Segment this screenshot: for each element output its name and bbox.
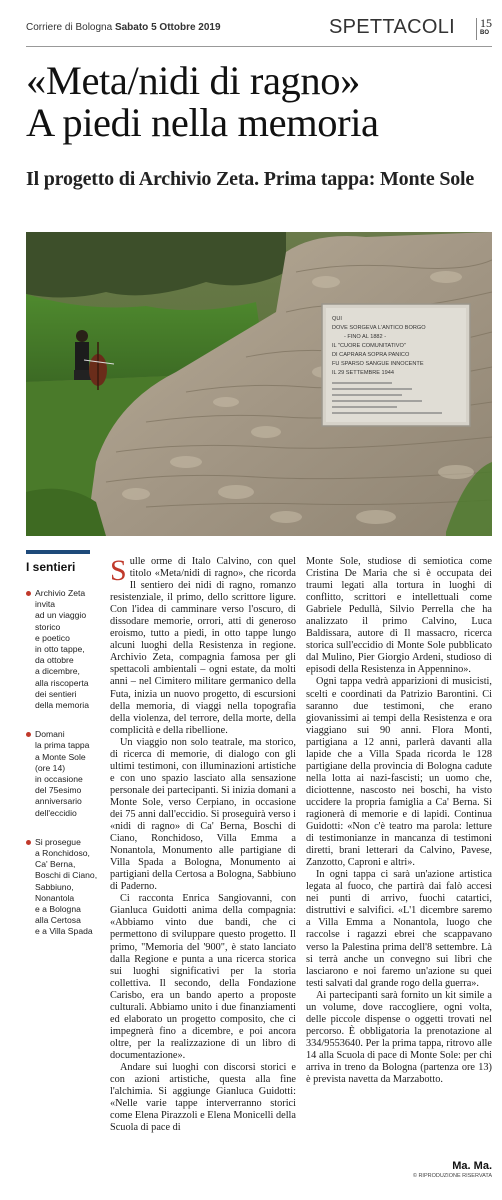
- sidebar-line: Nonantola: [35, 892, 75, 903]
- header-separator: [476, 18, 477, 40]
- article-paragraph: Andare sui luoghi con discorsi storici e con azioni artistiche, questa alla fine l'alchimia. Si aggiunge Gianluca Guidotti: «Nelle varie tappe interverranno storici come Elena Pirazzoli e Elena Monicelli della Scuola di pace di: [110, 1061, 296, 1134]
- sidebar-list: [26, 588, 98, 956]
- photo-illustration: [26, 232, 492, 536]
- sidebar-line: Boschi di Ciano,: [35, 870, 98, 881]
- sidebar-title: I sentieri: [26, 560, 76, 574]
- sidebar-line: alla riscoperta: [35, 677, 89, 688]
- plaque-line: IL 29 SETTEMBRE 1944: [332, 370, 394, 376]
- sidebar-line: alla Certosa: [35, 915, 81, 926]
- article-paragraph: Un viaggio non solo teatrale, ma storico, di ricerca di memorie, di dialogo con gli ultimi testimoni, con illuminazioni artistiche e con uno spazio lasciato alla sensazione personale dei partecipanti. Si inizia domani a Monte Sole, verso Cerpiano, in occasione dei 75 anni dall'eccidio. Si proseguirà verso i «nidi di ragno» di Ca' Berna, Boschi di Ciano, Ronchidoso, Villa Emma a Nonantola, Monumento alle partigiane di Villa Spada a Bologna, Monumento ai partigiani della Certosa a Bologna, Sabbiuno di Paderno.: [110, 736, 296, 893]
- headline-line-2: A piedi nella memoria: [26, 100, 379, 145]
- issue-date: Sabato 5 Ottobre 2019: [114, 22, 221, 33]
- section-label: SPETTACOLI: [329, 16, 455, 38]
- sidebar-line: ad un viaggio: [35, 610, 87, 621]
- sidebar-line: del 75esimo: [35, 785, 82, 796]
- article-column-2: [306, 556, 492, 1086]
- sidebar-line: dei sentieri: [35, 688, 77, 699]
- article-paragraph: In ogni tappa ci sarà un'azione artistica legata al fuoco, che partirà dai falò accesi nei punti di arrivo, fuochi catartici, distruttivi e salvifici. «L'1 dicembre saremo a Villa Emma a Nonantola, luogo che raccolse i ragazzi ebrei che scappavano verso la Palestina prima dell'8 settembre. Là si terrà anche un convegno sui libri che lasciarono e noi faremo un'azione su quei testi salvati dal grande rogo della guerra».: [306, 869, 492, 989]
- article-photo: [26, 232, 492, 536]
- headline-line-1: «Meta/nidi di ragno»: [26, 58, 360, 103]
- sidebar-line: dell'eccidio: [35, 807, 77, 818]
- sidebar-line: e a Villa Spada: [35, 926, 93, 937]
- copyright-notice: © RIPRODUZIONE RISERVATA: [412, 1173, 492, 1179]
- sidebar-line: a Ronchidoso,: [35, 848, 90, 859]
- sidebar-line: storico: [35, 621, 61, 632]
- sidebar-line: e poetico: [35, 632, 70, 643]
- plaque-line: - FINO AL 1882 -: [344, 334, 387, 340]
- sidebar-line: in occasione: [35, 774, 83, 785]
- sidebar-line: Sabbiuno,: [35, 881, 74, 892]
- plaque-line: IL "CUORE COMUNITATIVO": [332, 343, 406, 349]
- drop-cap: S: [110, 554, 127, 587]
- headline: [26, 60, 492, 144]
- sidebar-line: e a Bologna: [35, 904, 81, 915]
- paragraph-text: ulle orme di Italo Calvino, con quel titolo «Meta/nidi di ragno», che ricorda Il sentiero dei nidi di ragno, romanzo resistenziale, il primo, dello scrittore ligure. Con l'idea di camminare verso l'oscuro, di dissodare memorie, orrori, atti di generoso eroismo, tutto a piedi, in otto tappe lungo alcuni luoghi della Resistenza in regione. Archivio Zeta, compagnia famosa per gli spettacoli ambientali – ogni estate, da molti anni – nel Cimitero militare germanico della Futa, inizia un nuovo progetto, di escursioni della memoria, di viaggi nella topografia della violenza, del terrore, della morte, della complicità e della ribellione.: [110, 556, 296, 736]
- sidebar-line: invita: [35, 599, 56, 610]
- sidebar-line: a Monte Sole: [35, 751, 86, 762]
- article-paragraph: Ogni tappa vedrà apparizioni di musicisti, scelti e coordinati da Patrizio Barontini. Ci saranno due testimoni, che erano giovanissimi ai tempi della Resistenza e ora viaggiano sui 90 anni. Flora Monti, partigiana a 12 anni, parlerà davanti alla lapide che a Villa Spada ricorda le 128 partigiane della provincia di Bologna cadute nella lotta ai nazi-fascisti; un uomo che, diciottenne, nascosto nei boschi, ha visto uccidere la propria famiglia a Ca' Berna. Si ragionerà di memorie e di lapidi. Continua Guidotti: «Non c'è teatro ma parola: letture di testimonianze in mancanza di testimoni diretti, brani letterari da Calvino, Pavese, Zanzotto, Caproni e altri».: [306, 676, 492, 869]
- page-header: [26, 16, 492, 42]
- subheadline: Il progetto di Archivio Zeta. Prima tappa: Monte Sole: [26, 168, 475, 190]
- plaque-line: QUI: [332, 316, 342, 322]
- sidebar-line: a dicembre,: [35, 666, 80, 677]
- sidebar-line: Domani: [35, 729, 65, 740]
- edition-code: BO: [480, 30, 489, 36]
- sidebar-line: (ore 14): [35, 762, 66, 773]
- sidebar-item: [26, 588, 98, 711]
- article-paragraph: Ai partecipanti sarà fornito un kit simile a un volume, dove raccogliere, ogni volta, delle piccole dispense o oggetti trovati nel percorso. È obbligatoria la prenotazione al 334/9553640. Per la prima tappa, ritrovo alle 14 alla Scuola di pace di Monte Sole: per chi arriva in treno da Bologna (partenza ore 13) è prevista navetta da Marzabotto.: [306, 989, 492, 1086]
- sidebar-line: Archivio Zeta: [35, 588, 86, 598]
- sidebar-line: Si prosegue: [35, 836, 81, 847]
- article-paragraph: Ci racconta Enrica Sangiovanni, con Gianluca Guidotti anima della compagnia: «Abbiamo vinto due bandi, che ci permettono di sviluppare questo progetto. Il primo, "Memoria del '900", è stato lanciato dalla Regione e punta a una ricerca storica sui luoghi significativi per la storia collettiva. Il secondo, della Fondazione Carisbo, era un bando aperto a proposte culturali. Abbiamo unito i due finanziamenti ed elaborato un progetto composito, che ci impegnerà fino a dicembre, e poi ancora oltre, per la realizzazione di un libro di documentazione».: [110, 893, 296, 1061]
- sidebar-accent-bar: [26, 550, 90, 554]
- plaque-line: DOVE SORGEVA L'ANTICO BORGO: [332, 325, 426, 331]
- newspaper-name: Corriere di Bologna Sabato 5 Ottobre 2019: [26, 22, 221, 33]
- sidebar-line: anniversario: [35, 796, 82, 807]
- sidebar-item: [26, 837, 98, 938]
- article-column-1: [110, 556, 296, 1134]
- sidebar-line: da ottobre: [35, 655, 74, 666]
- sidebar-line: della memoria: [35, 700, 89, 711]
- sidebar-item: [26, 729, 98, 819]
- article-paragraph: [110, 556, 296, 737]
- author-signature: Ma. Ma.: [452, 1160, 492, 1172]
- header-rule: [26, 46, 492, 47]
- plaque-line: DI CAPRARA SOPRA PANICO: [332, 352, 410, 358]
- sidebar-line: in otto tappe,: [35, 644, 85, 655]
- plaque-line: FU SPARSO SANGUE INNOCENTE: [332, 361, 424, 367]
- sidebar-line: Ca' Berna,: [35, 859, 76, 870]
- article-paragraph: Monte Sole, studiose di semiotica come Cristina De Maria che si è occupata dei traumi legati alla tortura in luoghi di conflitto, scrittori e intellettuali come Gabriele Pedullà, Silvio Perrella che ha analizzato il primo Calvino, Luca Baldissara, autore di Il massacro, ricerca storica sull'eccidio di Monte Sole pubblicato dal Mulino, Pier Giorgio Ardeni, studioso di episodi della Resistenza in Appennino».: [306, 556, 492, 676]
- page-number: 15: [480, 16, 492, 30]
- sidebar-line: la prima tappa: [35, 740, 90, 751]
